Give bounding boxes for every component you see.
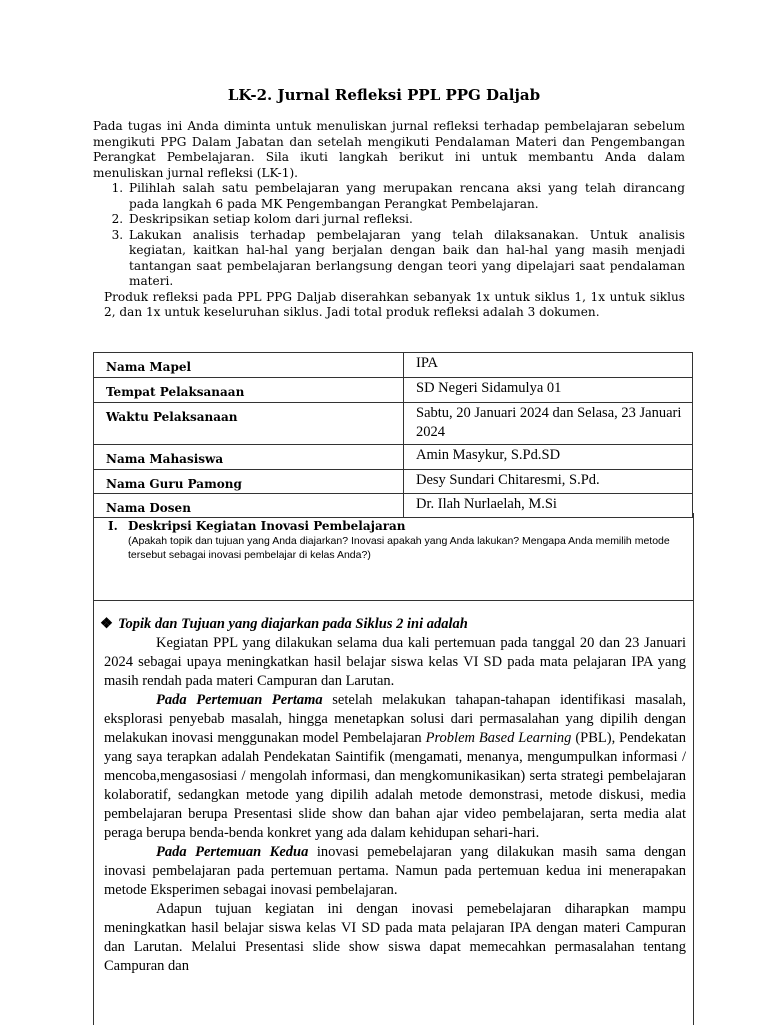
section-hint: (Apakah topik dan tujuan yang Anda diajarkan? Inovasi apakah yang Anda lakukan? Mengapa Anda memilih metode tersebut sebagai inovasi pembelajar di kelas Anda?)	[128, 535, 670, 561]
value-nama-guru-pamong: Desy Sundari Chitaresmi, S.Pd.	[404, 470, 693, 494]
value-nama-mapel: IPA	[404, 353, 693, 378]
section-title: Deskripsi Kegiatan Inovasi Pembelajaran	[128, 519, 406, 533]
pbl-term: Problem Based Learning	[425, 730, 572, 746]
instruction-step: 3. Lakukan analisis terhadap pembelajaran yang telah dilaksanakan. Untuk analisis kegiatan, kaitkan hal-hal yang berjalan dengan baik dan hal-hal yang masih menjadi tantangan saat pembelajaran berlangsung dengan teori yang dipelajari saat pendalaman materi.	[127, 228, 685, 290]
label-waktu-pelaksanaan: Waktu Pelaksanaan	[94, 403, 404, 445]
instruction-step: 2. Deskripsikan setiap kolom dari jurnal refleksi.	[127, 212, 685, 228]
instructions	[93, 119, 685, 321]
identity-table	[93, 352, 693, 518]
paragraph-3-lead: Pada Pertemuan Kedua	[156, 844, 309, 860]
section-heading	[108, 519, 688, 533]
label-tempat-pelaksanaan: Tempat Pelaksanaan	[94, 378, 404, 403]
topic-text: Topik dan Tujuan yang diajarkan pada Siklus 2 ini adalah	[118, 616, 468, 632]
document-title: LK-2. Jurnal Refleksi PPL PPG Daljab	[227, 86, 541, 104]
paragraph-1: Kegiatan PPL yang dilakukan selama dua kali pertemuan pada tanggal 20 dan 23 Januari 2024 sebagai upaya meningkatkan hasil belajar siswa kelas VI SD pada mata pelajaran IPA yang masih rendah pada materi Campuran dan Larutan.	[104, 635, 686, 689]
paragraph-2-lead: Pada Pertemuan Pertama	[156, 692, 323, 708]
table-row	[94, 470, 693, 494]
intro-paragraph: Pada tugas ini Anda diminta untuk menuliskan jurnal refleksi terhadap pembelajaran sebelum mengikuti PPG Dalam Jabatan dan setelah mengikuti Pendalaman Materi dan Pengembangan Perangkat Pembelajaran. Sila ikuti langkah berikut ini untuk membantu Anda dalam menuliskan jurnal refleksi (LK-1).	[93, 119, 685, 180]
table-row	[94, 403, 693, 445]
reflection-content	[93, 615, 686, 976]
instruction-steps	[93, 181, 685, 290]
topic-heading	[93, 615, 686, 634]
label-nama-guru-pamong: Nama Guru Pamong	[94, 470, 404, 494]
section-number: I.	[108, 519, 118, 533]
paragraph-4: Adapun tujuan kegiatan ini dengan inovasi pemebelajaran diharapkan mampu meningkatkan hasil belajar siswa kelas VI SD pada mata pelajaran IPA dengan materi Campuran dan Larutan. Melalui Presentasi slide show siswa dapat memecahkan permasalahan tentang Campuran dan	[104, 901, 686, 974]
diamond-bullet-icon: ❖	[100, 616, 113, 632]
instruction-step: 1. Pilihlah salah satu pembelajaran yang merupakan rencana aksi yang telah dirancang pada langkah 6 pada MK Pengembangan Perangkat Pembelajaran.	[127, 181, 685, 212]
label-nama-dosen: Nama Dosen	[94, 494, 404, 518]
closing-paragraph: Produk refleksi pada PPL PPG Daljab diserahkan sebanyak 1x untuk siklus 1, 1x untuk siklus 2, dan 1x untuk keseluruhan siklus. Jadi total produk refleksi adalah 3 dokumen.	[104, 289, 685, 319]
paragraph-3: Pada Pertemuan Kedua inovasi pemebelajaran yang dilakukan masih sama dengan inovasi pembelajaran pada pertemuan pertama. Namun pada pertemuan kedua ini menerapakan metode Eksperimen sebagai inovasi pembelajaran.	[104, 844, 686, 898]
value-nama-dosen: Dr. Ilah Nurlaelah, M.Si	[404, 494, 693, 518]
section-description-box	[93, 513, 694, 600]
table-row	[94, 353, 693, 378]
value-tempat-pelaksanaan: SD Negeri Sidamulya 01	[404, 378, 693, 403]
label-nama-mahasiswa: Nama Mahasiswa	[94, 445, 404, 470]
value-nama-mahasiswa: Amin Masykur, S.Pd.SD	[404, 445, 693, 470]
value-waktu-pelaksanaan: Sabtu, 20 Januari 2024 dan Selasa, 23 Januari 2024	[404, 403, 693, 445]
table-row	[94, 445, 693, 470]
paragraph-2: Pada Pertemuan Pertama setelah melakukan tahapan-tahapan identifikasi masalah, eksplorasi penyebab masalah, hingga menetapkan solusi dari permasalahan yang dipilih dengan melakukan inovasi menggunakan model Pembelajaran Problem Based Learning (PBL), Pendekatan yang saya terapkan adalah Pendekatan Saintifik (mengamati, menanya, mengumpulkan informasi / mencoba,mengasosiasi / mengolah informasi, dan mengkomunikasikan) serta strategi pembelajaran kolaboratif, sedangkan metode yang dipilih adalah metode demonstrasi, metode diskusi, media pembelajaran berupa Presentasi slide show dan bahan ajar video pembelajaran, serta media alat peraga berupa benda-benda konkret yang ada dalam kehidupan sehari-hari.	[104, 692, 686, 841]
label-nama-mapel: Nama Mapel	[94, 353, 404, 378]
table-row	[94, 378, 693, 403]
